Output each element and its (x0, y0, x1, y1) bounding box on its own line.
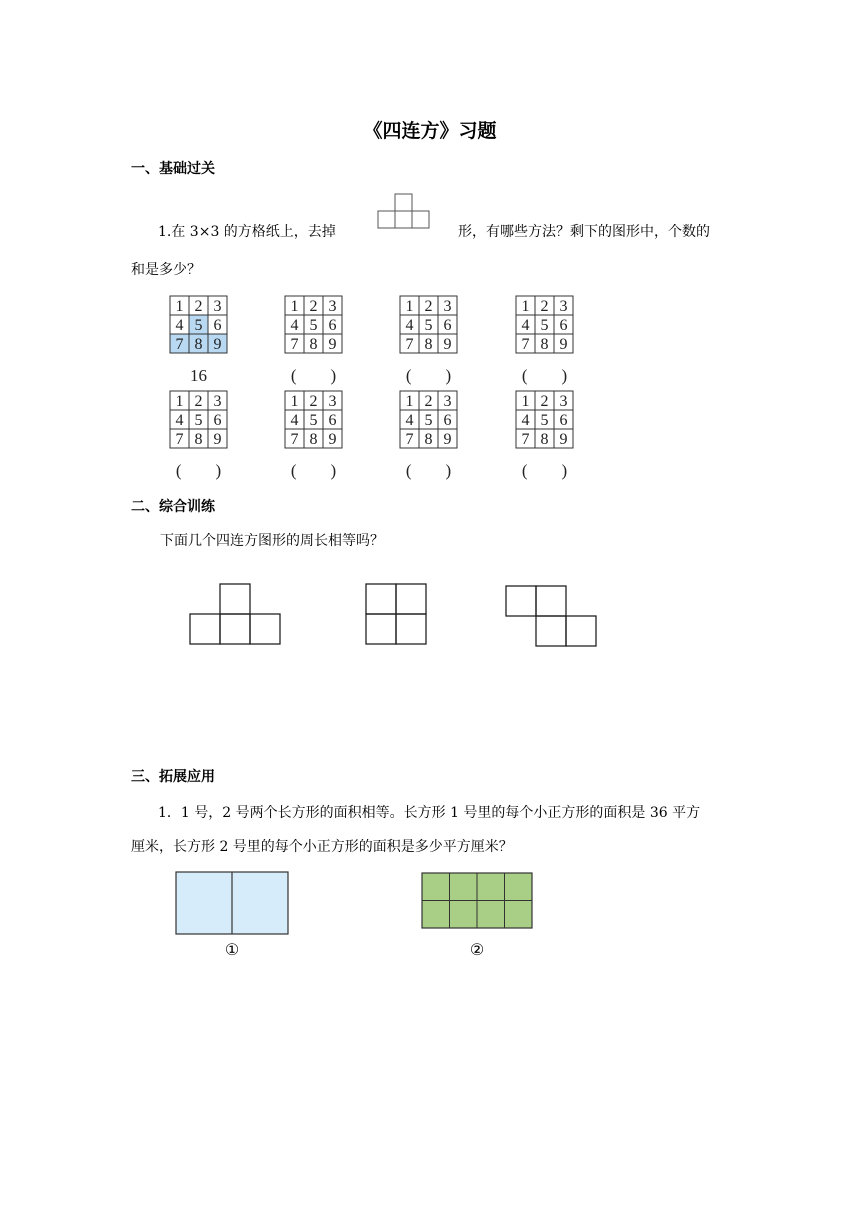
grid-number: 4 (405, 317, 414, 334)
grid-number: 1 (521, 393, 530, 410)
grid-answer-blank: ( ) (521, 366, 568, 385)
grid-answer-blank: ( ) (405, 461, 452, 480)
grid-number: 5 (540, 412, 549, 429)
number-grid (516, 296, 573, 385)
grid-answer-blank: ( ) (290, 461, 337, 480)
grid-number: 6 (213, 317, 222, 334)
grid-number: 2 (194, 298, 203, 315)
grid-number: 7 (521, 431, 530, 448)
number-grid (170, 391, 227, 480)
grid-number: 3 (443, 298, 452, 315)
grid-number: 2 (309, 298, 318, 315)
grid-number: 4 (521, 317, 530, 334)
section-heading-extension: 三、拓展应用 (131, 769, 215, 785)
grid-number: 2 (194, 393, 203, 410)
grid-answer-blank: ( ) (521, 461, 568, 480)
grid-number: 5 (194, 317, 203, 334)
question-3-text-line1: 1．1 号，2 号两个长方形的面积相等。长方形 1 号里的每个小正方形的面积是 36 平方 (158, 805, 701, 821)
grid-number: 5 (424, 317, 433, 334)
grid-number: 2 (540, 393, 549, 410)
grid-number: 7 (290, 336, 299, 353)
grid-number: 5 (424, 412, 433, 429)
tetromino-cell (395, 194, 412, 211)
grid-number: 1 (290, 393, 299, 410)
question-3-text-line2: 厘米，长方形 2 号里的每个小正方形的面积是多少平方厘米？ (131, 839, 513, 855)
grid-number: 7 (405, 336, 414, 353)
grid-number: 2 (424, 393, 433, 410)
z-tetromino (506, 586, 596, 646)
grid-number: 9 (443, 336, 452, 353)
grid-number: 8 (540, 336, 549, 353)
grid-number: 8 (194, 431, 203, 448)
grid-number: 6 (443, 412, 452, 429)
grid-number: 8 (194, 336, 203, 353)
grid-answer-value: 16 (190, 366, 207, 385)
number-grid (516, 391, 573, 480)
grid-number: 4 (175, 412, 184, 429)
grid-number: 5 (540, 317, 549, 334)
grid-number: 3 (213, 393, 222, 410)
grid-answer-blank: ( ) (290, 366, 337, 385)
grid-number: 6 (443, 317, 452, 334)
question-1-text-line2: 和是多少？ (131, 262, 201, 278)
grid-number: 9 (559, 431, 568, 448)
number-grids-area (160, 288, 590, 483)
tetromino-cell (412, 211, 429, 228)
grid-number: 6 (328, 317, 337, 334)
t-tetromino (190, 584, 280, 644)
grid-number: 9 (328, 431, 337, 448)
number-grid (285, 296, 342, 385)
question-1-text-part1: 1.在 3×3 的方格纸上，去掉 (158, 224, 336, 240)
grid-number: 8 (309, 336, 318, 353)
grid-number: 9 (559, 336, 568, 353)
grid-number: 6 (559, 412, 568, 429)
grid-number: 3 (328, 298, 337, 315)
grid-number: 9 (443, 431, 452, 448)
grid-number: 1 (175, 298, 184, 315)
tetromino-cell (395, 211, 412, 228)
grid-number: 7 (290, 431, 299, 448)
page-title: 《四连方》习题 (363, 120, 497, 142)
number-grid (400, 296, 457, 385)
tetromino-cell (378, 211, 395, 228)
grid-number: 6 (559, 317, 568, 334)
grid-number: 7 (521, 336, 530, 353)
grid-number: 4 (405, 412, 414, 429)
grid-number: 1 (405, 298, 414, 315)
grid-number: 3 (559, 393, 568, 410)
rectangles-figure (160, 862, 570, 972)
grid-number: 2 (424, 298, 433, 315)
grid-number: 6 (213, 412, 222, 429)
grid-number: 1 (405, 393, 414, 410)
grid-number: 1 (521, 298, 530, 315)
grid-number: 3 (328, 393, 337, 410)
grid-number: 2 (309, 393, 318, 410)
grid-number: 9 (328, 336, 337, 353)
grid-number: 7 (175, 336, 184, 353)
grid-number: 4 (521, 412, 530, 429)
rectangle-2-label: ② (469, 942, 485, 959)
grid-number: 4 (175, 317, 184, 334)
grid-number: 3 (559, 298, 568, 315)
square-tetromino (366, 584, 426, 644)
tetromino-t-shape-figure (372, 190, 444, 236)
grid-number: 8 (424, 431, 433, 448)
number-grid (285, 391, 342, 480)
grid-number: 6 (328, 412, 337, 429)
grid-number: 5 (309, 412, 318, 429)
grid-number: 9 (213, 336, 222, 353)
grid-number: 4 (290, 412, 299, 429)
question-2-text: 下面几个四连方图形的周长相等吗？ (160, 533, 384, 549)
number-grid (170, 296, 227, 385)
section-heading-basic: 一、基础过关 (131, 161, 215, 177)
rectangle-1 (176, 872, 288, 934)
question-1-text-part2: 形，有哪些方法？剩下的图形中，个数的 (458, 224, 710, 240)
grid-number: 1 (175, 393, 184, 410)
grid-number: 9 (213, 431, 222, 448)
tetromino-shapes-figure (160, 566, 625, 681)
grid-number: 3 (213, 298, 222, 315)
grid-number: 7 (175, 431, 184, 448)
rectangle-1-label: ① (224, 942, 240, 959)
section-heading-training: 二、综合训练 (131, 499, 215, 515)
rectangle-2 (422, 873, 532, 928)
grid-number: 7 (405, 431, 414, 448)
grid-number: 5 (309, 317, 318, 334)
grid-number: 4 (290, 317, 299, 334)
grid-number: 8 (424, 336, 433, 353)
grid-number: 3 (443, 393, 452, 410)
grid-answer-blank: ( ) (175, 461, 222, 480)
grid-number: 5 (194, 412, 203, 429)
grid-answer-blank: ( ) (405, 366, 452, 385)
grid-number: 2 (540, 298, 549, 315)
number-grid (400, 391, 457, 480)
grid-number: 8 (540, 431, 549, 448)
grid-number: 8 (309, 431, 318, 448)
grid-number: 1 (290, 298, 299, 315)
